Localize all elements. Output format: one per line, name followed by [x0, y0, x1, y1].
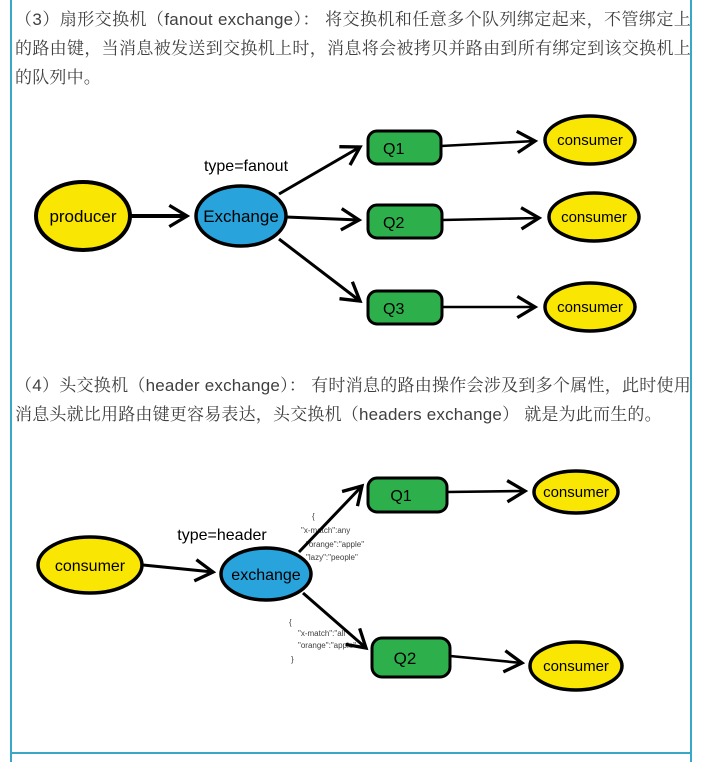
queue-q1-label: Q1: [383, 141, 405, 158]
arrow-q1-to-consumer: [441, 141, 535, 146]
arrow-exchange-to-q2: [303, 593, 366, 648]
binding-annotation-all: [289, 618, 356, 664]
paragraph-fanout-exchange: （3）扇形交换机（fanout exchange）： 将交换机和任意多个队列绑定起来，不管绑定上的路由键，当消息被发送到交换机上时，消息将会被拷贝并路由到所有绑定到该交换机上的队列中。: [15, 10, 691, 87]
queue-q3-label: Q3: [383, 301, 405, 318]
arrow-q2-to-consumer: [450, 656, 522, 663]
binding-any-line-open: {: [312, 512, 315, 521]
queue-q3-node: [368, 291, 442, 324]
binding-all-line-xmatch: "x-match":"all": [298, 629, 349, 638]
binding-all-line-open: {: [289, 618, 292, 627]
producer-label: producer: [49, 207, 117, 226]
fanout-exchange-label: Exchange: [203, 207, 279, 226]
fanout-type-label: type=fanout: [203, 158, 289, 175]
binding-any-line-xmatch: "x-match":any: [301, 526, 351, 535]
header-exchange-label: exchange: [231, 567, 301, 584]
queue-q2-label: Q2: [383, 215, 405, 232]
source-consumer-label: consumer: [54, 558, 126, 575]
header-exchange-diagram: [0, 455, 703, 705]
arrow-exchange-to-q3: [279, 239, 360, 301]
binding-any-line-orange: "orange":"apple": [306, 540, 365, 549]
consumer-label-2: consumer: [543, 658, 609, 675]
consumer-label-2: consumer: [561, 209, 627, 226]
binding-any-line-lazy: "lazy":"people": [306, 553, 358, 562]
arrow-exchange-to-q1: [279, 147, 360, 194]
consumer-label-1: consumer: [557, 132, 623, 149]
header-type-label: type=header: [177, 527, 267, 544]
queue-q2-node: [368, 205, 442, 238]
content-border-bottom: [10, 752, 692, 754]
arrow-exchange-to-q2: [286, 217, 359, 220]
queue-q2-label: Q2: [393, 649, 417, 668]
consumer-label-3: consumer: [557, 299, 623, 316]
arrow-consumer-to-exchange: [143, 565, 213, 572]
arrow-q2-to-consumer: [442, 218, 539, 220]
fanout-exchange-diagram: [0, 100, 703, 355]
queue-q1-label: Q1: [390, 488, 412, 505]
binding-all-line-close: }: [291, 655, 294, 664]
paragraph-header-exchange: （4）头交换机（header exchange）： 有时消息的路由操作会涉及到多个属性，此时使用消息头就比用路由键更容易表达，头交换机（headers exchange） 就是为此而生的。: [15, 376, 691, 424]
consumer-label-1: consumer: [543, 484, 609, 501]
binding-annotation-any: [301, 512, 364, 562]
arrow-q1-to-consumer: [447, 491, 525, 492]
queue-q1-node: [368, 131, 441, 164]
binding-all-line-orange: "orange":"apple": [298, 641, 357, 650]
